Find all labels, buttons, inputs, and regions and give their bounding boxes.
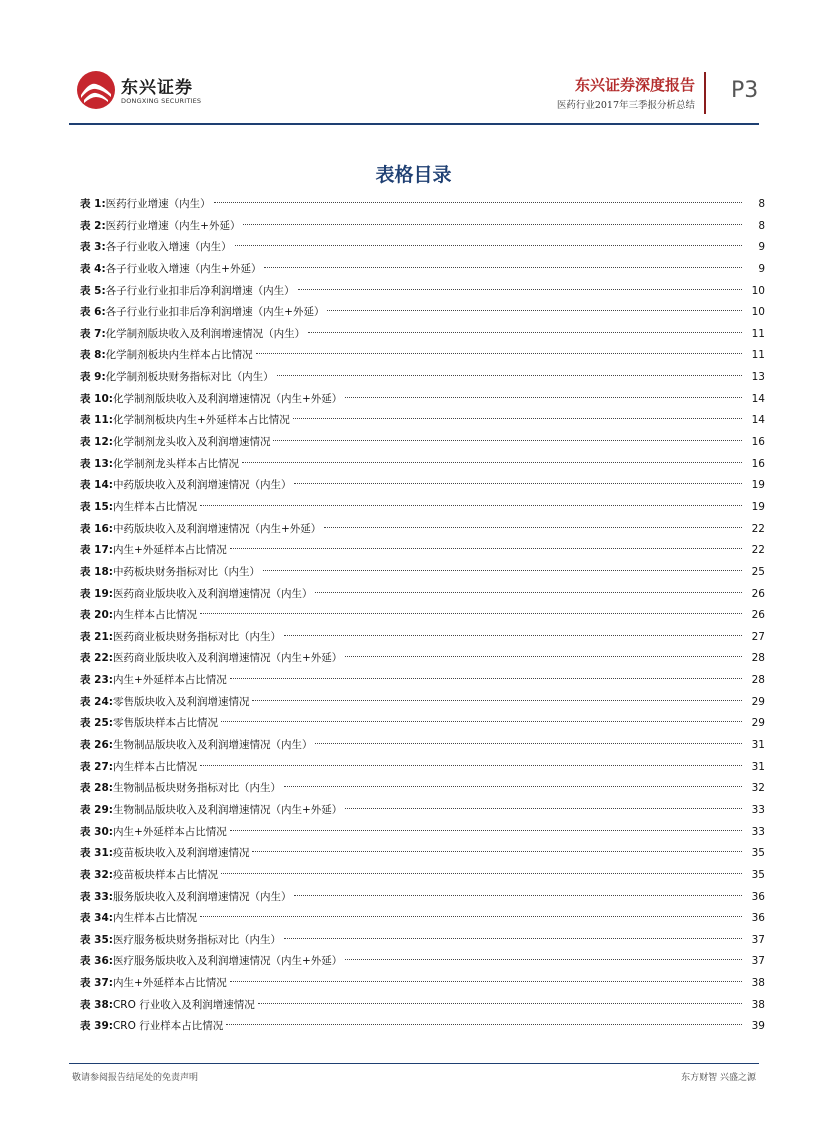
toc-dot-leader <box>200 765 742 766</box>
toc-dot-leader <box>277 375 742 376</box>
toc-entry[interactable] <box>80 757 765 779</box>
toc-entry-page: 13 <box>751 371 765 384</box>
toc-entry[interactable] <box>80 605 765 627</box>
toc-dot-leader <box>214 202 742 203</box>
toc-entry-title: 医药商业版块收入及利润增速情况（内生+外延） <box>112 652 343 665</box>
toc-entry-label: 表 31: <box>80 847 113 860</box>
toc-entry-label: 表 13: <box>80 457 113 470</box>
toc-entry-label: 表 17: <box>80 544 113 557</box>
toc-entry-page: 28 <box>751 652 765 665</box>
toc-dot-leader <box>294 483 742 484</box>
toc-entry[interactable] <box>80 648 765 670</box>
toc-entry-page: 36 <box>751 890 765 903</box>
toc-entry-title: 疫苗板块样本占比情况 <box>112 868 218 881</box>
toc-dot-leader <box>284 635 742 636</box>
toc-entry-page: 25 <box>751 565 765 578</box>
toc-entry-label: 表 4: <box>80 262 106 275</box>
toc-entry-page: 29 <box>751 695 765 708</box>
toc-entry-page: 11 <box>751 327 765 340</box>
toc-entry-title: 生物制品板块财务指标对比（内生） <box>112 782 281 795</box>
toc-entry-label: 表 18: <box>80 565 113 578</box>
toc-dot-leader <box>258 1003 742 1004</box>
toc-entry-label: 表 32: <box>80 868 113 881</box>
toc-entry-page: 35 <box>751 868 765 881</box>
toc-entry-title: 内生样本占比情况 <box>112 912 197 925</box>
toc-dot-leader <box>298 289 742 290</box>
footer-disclaimer: 敬请参阅报告结尾处的免责声明 <box>72 1073 199 1083</box>
toc-entry-page: 33 <box>751 803 765 816</box>
toc-entry-title: 各子行业行业扣非后净利润增速（内生+外延） <box>105 306 325 319</box>
toc-entry-label: 表 1: <box>80 198 106 210</box>
toc-entry-page: 26 <box>751 609 765 622</box>
toc-dot-leader <box>200 505 742 506</box>
logo-name-en: DONGXING SECURITIES <box>121 97 202 105</box>
company-logo <box>76 70 216 110</box>
toc-dot-leader <box>230 981 742 982</box>
toc-dot-leader <box>230 678 742 679</box>
toc-entry-page: 22 <box>751 522 765 535</box>
toc-entry-title: 化学制剂板块内生样本占比情况 <box>105 349 253 362</box>
toc-entry[interactable] <box>80 216 765 238</box>
toc-entry-label: 表 26: <box>80 739 113 752</box>
toc-entry-page: 10 <box>751 284 765 297</box>
toc-dot-leader <box>345 656 742 657</box>
toc-entry-label: 表 2: <box>80 219 106 232</box>
toc-dot-leader <box>230 548 742 549</box>
toc-dot-leader <box>345 397 742 398</box>
footer-rule <box>69 1063 759 1064</box>
toc-dot-leader <box>273 440 742 441</box>
toc-entry-title: 医疗服务版块收入及利润增速情况（内生+外延） <box>112 955 343 968</box>
toc-entry-label: 表 37: <box>80 977 113 990</box>
toc-dot-leader <box>327 310 742 311</box>
toc-entry-title: 医药行业增速（内生） <box>105 198 211 210</box>
toc-entry-title: 生物制品版块收入及利润增速情况（内生+外延） <box>112 803 343 816</box>
toc-entry-title: 医药商业版块收入及利润增速情况（内生） <box>112 587 313 600</box>
toc-dot-leader <box>256 353 742 354</box>
toc-dot-leader <box>308 332 742 333</box>
toc-entry-label: 表 14: <box>80 479 113 492</box>
toc-entry[interactable] <box>80 670 765 692</box>
toc-entry-title: 各子行业行业扣非后净利润增速（内生） <box>105 284 295 297</box>
toc-entry[interactable] <box>80 930 765 952</box>
toc-entry[interactable] <box>80 259 765 281</box>
toc-entry-page: 9 <box>758 262 765 275</box>
toc-dot-leader <box>221 721 742 722</box>
toc-entry-title: 内生样本占比情况 <box>112 609 197 622</box>
toc-entry-page: 33 <box>751 825 765 838</box>
footer-slogan: 东方财智 兴盛之源 <box>681 1073 756 1083</box>
toc-dot-leader <box>345 959 742 960</box>
toc-entry-page: 16 <box>751 457 765 470</box>
toc-dot-leader <box>294 895 742 896</box>
toc-entry-page: 8 <box>758 198 765 210</box>
toc-entry-label: 表 9: <box>80 371 106 384</box>
toc-entry-page: 11 <box>751 349 765 362</box>
logo-name-cn: 东兴证券 <box>121 78 193 98</box>
toc-entry-page: 37 <box>751 955 765 968</box>
toc-entry-title: 中药版块收入及利润增速情况（内生） <box>112 479 292 492</box>
toc-entry[interactable] <box>80 584 765 606</box>
toc-entry[interactable] <box>80 692 765 714</box>
toc-entry-label: 表 33: <box>80 890 113 903</box>
toc-entry-page: 22 <box>751 544 765 557</box>
toc-entry-page: 29 <box>751 717 765 730</box>
toc-entry-page: 31 <box>751 760 765 773</box>
toc-entry-page: 26 <box>751 587 765 600</box>
toc-entry[interactable] <box>80 735 765 757</box>
toc-entry-label: 表 29: <box>80 803 113 816</box>
toc-dot-leader <box>345 808 742 809</box>
toc-entry[interactable] <box>80 540 765 562</box>
toc-entry-page: 19 <box>751 479 765 492</box>
toc-entry-page: 38 <box>751 977 765 990</box>
toc-entry[interactable] <box>80 908 765 930</box>
toc-entry-title: 化学制剂龙头样本占比情况 <box>112 457 239 470</box>
toc-entry[interactable] <box>80 237 765 259</box>
toc-entry-label: 表 21: <box>80 630 113 643</box>
toc-dot-leader <box>243 224 742 225</box>
toc-dot-leader <box>235 245 742 246</box>
toc-entry-page: 39 <box>751 1020 765 1033</box>
toc-entry-page: 38 <box>751 998 765 1011</box>
toc-entry-page: 37 <box>751 933 765 946</box>
toc-entry-title: 内生+外延样本占比情况 <box>112 825 227 838</box>
toc-entry[interactable] <box>80 800 765 822</box>
toc-entry-label: 表 23: <box>80 674 113 687</box>
toc-entry-title: 内生+外延样本占比情况 <box>112 674 227 687</box>
toc-entry-title: 疫苗板块收入及利润增速情况 <box>112 847 250 860</box>
toc-entry-label: 表 38: <box>80 998 113 1011</box>
toc-dot-leader <box>200 613 742 614</box>
toc-dot-leader <box>252 700 742 701</box>
toc-entry[interactable] <box>80 887 765 909</box>
toc-dot-leader <box>284 938 742 939</box>
toc-entry-title: 内生+外延样本占比情况 <box>112 544 227 557</box>
toc-entry-page: 14 <box>751 392 765 405</box>
toc-entry-label: 表 30: <box>80 825 113 838</box>
toc-entry[interactable] <box>80 324 765 346</box>
toc-entry[interactable] <box>80 843 765 865</box>
toc-entry-title: 中药板块财务指标对比（内生） <box>112 565 260 578</box>
toc-entry-title: 各子行业收入增速（内生） <box>105 241 232 254</box>
toc-entry-page: 9 <box>758 241 765 254</box>
toc-entry[interactable] <box>80 865 765 887</box>
toc-entry[interactable] <box>80 778 765 800</box>
toc-entry-title: 生物制品版块收入及利润增速情况（内生） <box>112 739 313 752</box>
toc-entry-label: 表 28: <box>80 782 113 795</box>
toc-entry-title: 服务版块收入及利润增速情况（内生） <box>112 890 292 903</box>
toc-entry-label: 表 10: <box>80 392 113 405</box>
toc-dot-leader <box>293 418 742 419</box>
toc-entry-title: 零售版块收入及利润增速情况 <box>112 695 250 708</box>
dongxing-logo-icon <box>76 70 116 110</box>
toc-entry-page: 19 <box>751 500 765 513</box>
toc-entry-label: 表 27: <box>80 760 113 773</box>
toc-entry-title: 零售版块样本占比情况 <box>112 717 218 730</box>
toc-dot-leader <box>252 851 742 852</box>
toc-entry-label: 表 19: <box>80 587 113 600</box>
toc-dot-leader <box>230 830 742 831</box>
toc-title: 表格目录 <box>375 164 452 186</box>
toc-entry[interactable] <box>80 562 765 584</box>
toc-entry-title: 各子行业收入增速（内生+外延） <box>105 262 262 275</box>
toc-entry-page: 16 <box>751 436 765 449</box>
toc-entry-label: 表 24: <box>80 695 113 708</box>
toc-entry-label: 表 16: <box>80 522 113 535</box>
toc-entry-label: 表 5: <box>80 284 106 297</box>
toc-entry[interactable] <box>80 519 765 541</box>
toc-entry-title: 医疗服务板块财务指标对比（内生） <box>112 933 281 946</box>
toc-entry[interactable] <box>80 497 765 519</box>
toc-entry[interactable] <box>80 194 765 216</box>
toc-dot-leader <box>242 462 742 463</box>
toc-dot-leader <box>324 527 742 528</box>
toc-entry[interactable] <box>80 627 765 649</box>
toc-entry[interactable] <box>80 454 765 476</box>
toc-dot-leader <box>315 743 742 744</box>
toc-entry[interactable] <box>80 973 765 995</box>
toc-entry-title: 化学制剂板块财务指标对比（内生） <box>105 371 274 384</box>
toc-entry-page: 28 <box>751 674 765 687</box>
toc-entry[interactable] <box>80 995 765 1017</box>
toc-entry-label: 表 20: <box>80 609 113 622</box>
toc-entry-title: 化学制剂版块收入及利润增速情况（内生） <box>105 327 306 340</box>
toc-dot-leader <box>315 592 742 593</box>
toc-entry-page: 8 <box>758 219 765 232</box>
toc-entry[interactable] <box>80 951 765 973</box>
toc-dot-leader <box>263 570 742 571</box>
header-divider <box>704 72 706 114</box>
toc-entry-label: 表 34: <box>80 912 113 925</box>
toc-entry[interactable] <box>80 302 765 324</box>
toc-entry-title: 化学制剂板块内生+外延样本占比情况 <box>112 414 290 427</box>
toc-entry[interactable] <box>80 1016 765 1038</box>
toc-dot-leader <box>200 916 742 917</box>
toc-entry[interactable] <box>80 475 765 497</box>
toc-entry[interactable] <box>80 410 765 432</box>
toc-entry[interactable] <box>80 367 765 389</box>
toc-entry[interactable] <box>80 713 765 735</box>
header-rule <box>69 123 759 125</box>
toc-entry-label: 表 35: <box>80 933 113 946</box>
toc-entry[interactable] <box>80 389 765 411</box>
toc-entry-title: 内生样本占比情况 <box>112 500 197 513</box>
toc-entry-title: 医药行业增速（内生+外延） <box>105 219 241 232</box>
toc-entry-title: CRO 行业收入及利润增速情况 <box>112 998 255 1011</box>
toc-entry-label: 表 25: <box>80 717 113 730</box>
toc-entry-label: 表 11: <box>80 414 113 427</box>
report-subtitle: 医药行业2017年三季报分析总结 <box>556 100 695 111</box>
toc-entry-title: 医药商业板块财务指标对比（内生） <box>112 630 281 643</box>
toc-dot-leader <box>284 786 742 787</box>
toc-entry-label: 表 36: <box>80 955 113 968</box>
toc-entry-label: 表 3: <box>80 241 106 254</box>
toc-entry-label: 表 22: <box>80 652 113 665</box>
toc-dot-leader <box>226 1024 742 1025</box>
toc-entry-page: 32 <box>751 782 765 795</box>
toc-entry-label: 表 6: <box>80 306 106 319</box>
toc-entry-title: 中药版块收入及利润增速情况（内生+外延） <box>112 522 322 535</box>
toc-entry-page: 36 <box>751 912 765 925</box>
table-of-contents <box>80 194 765 1038</box>
toc-entry-title: 化学制剂版块收入及利润增速情况（内生+外延） <box>112 392 343 405</box>
toc-dot-leader <box>264 267 742 268</box>
toc-entry[interactable] <box>80 432 765 454</box>
toc-entry[interactable] <box>80 281 765 303</box>
toc-entry-label: 表 39: <box>80 1020 113 1033</box>
toc-entry-title: 内生+外延样本占比情况 <box>112 977 227 990</box>
toc-dot-leader <box>221 873 742 874</box>
toc-entry-title: 内生样本占比情况 <box>112 760 197 773</box>
toc-entry-page: 10 <box>751 306 765 319</box>
toc-entry-label: 表 8: <box>80 349 106 362</box>
toc-entry-page: 31 <box>751 739 765 752</box>
page-number: P3 <box>731 78 759 103</box>
toc-entry-title: CRO 行业样本占比情况 <box>112 1020 224 1033</box>
toc-entry-page: 27 <box>751 630 765 643</box>
report-type-title: 东兴证券深度报告 <box>574 76 695 94</box>
toc-entry-page: 14 <box>751 414 765 427</box>
toc-entry-title: 化学制剂龙头收入及利润增速情况 <box>112 436 271 449</box>
toc-entry-label: 表 12: <box>80 436 113 449</box>
toc-entry-label: 表 7: <box>80 327 106 340</box>
toc-entry-page: 35 <box>751 847 765 860</box>
toc-entry-label: 表 15: <box>80 500 113 513</box>
toc-entry[interactable] <box>80 345 765 367</box>
toc-entry[interactable] <box>80 822 765 844</box>
